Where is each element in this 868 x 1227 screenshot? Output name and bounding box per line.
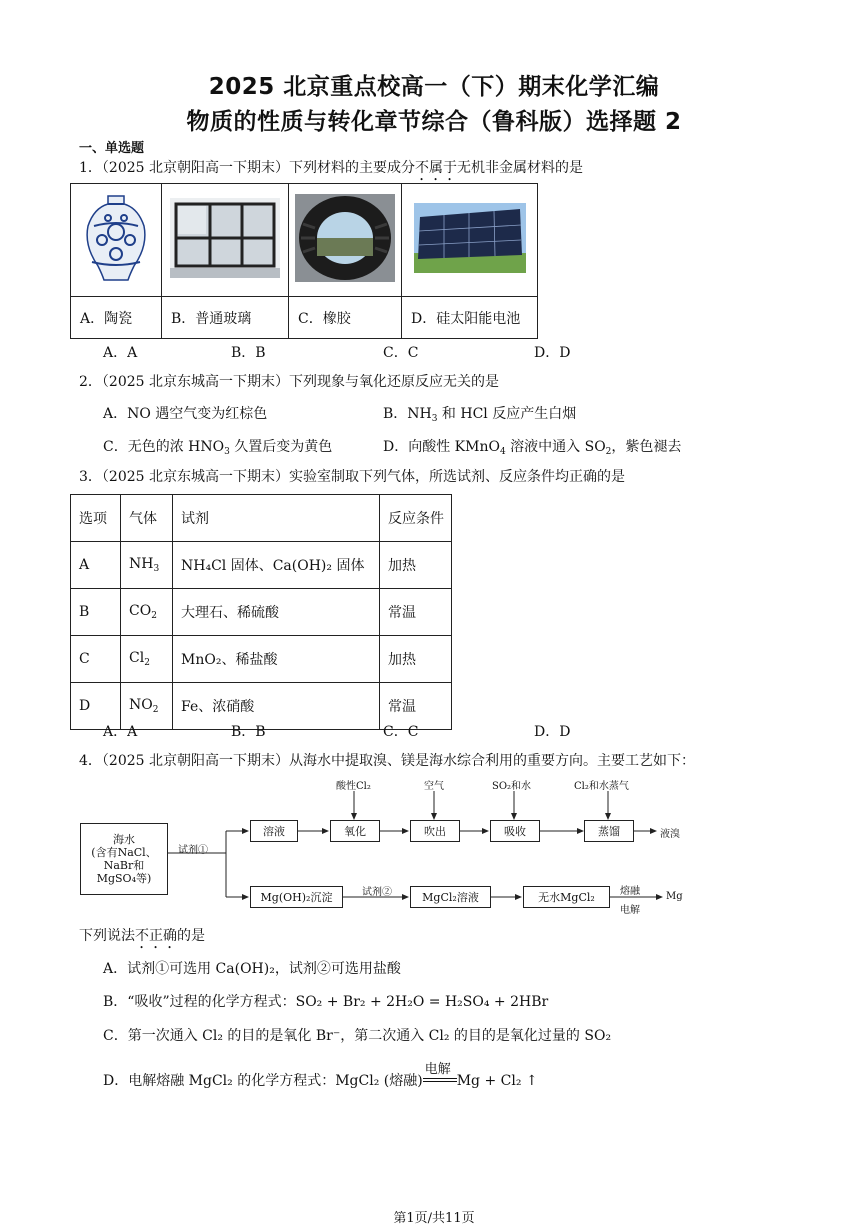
question-2-stem: 2．（2025 北京东城高一下期末）下列现象与氧化还原反应无关的是 xyxy=(79,374,499,390)
distillation-box: 蒸馏 xyxy=(584,820,634,842)
gas-sub: 3 xyxy=(153,564,160,574)
input-air: 空气 xyxy=(424,781,444,792)
table-cell xyxy=(121,589,173,636)
flow-text: 海水 xyxy=(113,833,135,846)
glass-window-image xyxy=(162,184,289,297)
mgoh2-precipitate-box: Mg(OH)₂沉淀 xyxy=(250,886,343,908)
absorption-box: 吸收 xyxy=(490,820,540,842)
q3-choice-c[interactable]: C．C xyxy=(383,724,419,740)
table-cell: 常温 xyxy=(380,683,452,730)
reagent-2-label: 试剂② xyxy=(362,887,392,898)
table-header: 试剂 xyxy=(173,495,380,542)
q1-material-table xyxy=(70,183,538,339)
gas-formula: NH xyxy=(129,556,154,572)
table-header: 气体 xyxy=(121,495,173,542)
q2-choice-b[interactable] xyxy=(383,403,576,424)
q4-choice-a[interactable]: A．试剂①可选用 Ca(OH)₂，试剂②可选用盐酸 xyxy=(103,961,401,977)
electrolysis-label: 电解 xyxy=(620,905,640,916)
table-header: 选项 xyxy=(71,495,121,542)
question-3-stem: 3．（2025 北京东城高一下期末）实验室制取下列气体，所选试剂、反应条件均正确的是 xyxy=(79,469,625,485)
table-row xyxy=(71,542,452,589)
table-header: 反应条件 xyxy=(380,495,452,542)
gas-sub: 2 xyxy=(151,611,157,621)
q2-choice-c[interactable] xyxy=(103,436,332,457)
gas-formula: Cl xyxy=(129,650,145,666)
q1-label-b: B．普通玻璃 xyxy=(162,297,289,339)
q1-emphasis: 不属于 xyxy=(415,160,457,176)
solution-box: 溶液 xyxy=(250,820,298,842)
solar-panel-image xyxy=(402,184,538,297)
gas-formula: CO xyxy=(129,603,152,619)
molten-label: 熔融 xyxy=(620,886,640,897)
q1-choice-d[interactable]: D．D xyxy=(534,345,571,361)
page-subtitle: 物质的性质与转化章节综合（鲁科版）选择题 2 xyxy=(186,109,682,135)
page-title: 2025 北京重点校高一（下）期末化学汇编 xyxy=(208,74,660,100)
table-cell: 加热 xyxy=(380,542,452,589)
q1-stem-part: 1．（2025 北京朝阳高一下期末）下列材料的主要成分 xyxy=(79,160,415,176)
q4-choice-c[interactable]: C．第一次通入 Cl₂ 的目的是氧化 Br⁻，第二次通入 Cl₂ 的目的是氧化过量的 SO₂ xyxy=(103,1028,612,1044)
flow-text: MgSO₄等) xyxy=(96,872,152,885)
table-cell: C xyxy=(71,636,121,683)
q3-choice-b[interactable]: B．B xyxy=(231,724,266,740)
table-cell xyxy=(121,636,173,683)
liquid-bromine-label: 液溴 xyxy=(660,829,680,840)
vase-image xyxy=(71,184,162,297)
input-so2-water: SO₂和水 xyxy=(492,781,532,792)
q1-label-c: C．橡胶 xyxy=(289,297,402,339)
table-cell: NH₄Cl 固体、Ca(OH)₂ 固体 xyxy=(173,542,380,589)
input-acid-cl2: 酸性Cl₂ xyxy=(336,781,371,792)
seawater-box xyxy=(80,823,168,895)
q1-stem-part: 无机非金属材料的是 xyxy=(457,160,583,176)
input-cl2-steam: Cl₂和水蒸气 xyxy=(574,781,629,792)
anhydrous-mgcl2-box: 无水MgCl₂ xyxy=(523,886,610,908)
flow-text: (含有NaCl、 xyxy=(91,846,157,859)
q1-choice-b[interactable]: B．B xyxy=(231,345,266,361)
q4-d-text2: Mg + Cl₂ ↑ xyxy=(456,1073,538,1089)
q4-choice-b[interactable]: B．“吸收”过程的化学方程式：SO₂ + Br₂ + 2H₂O = H₂SO₄ + 2HBr xyxy=(103,994,549,1010)
mg-product-label: Mg xyxy=(666,891,683,902)
q2-d-sub2: 2 xyxy=(605,447,612,457)
table-cell: 大理石、稀硫酸 xyxy=(173,589,380,636)
q4-emphasis: 不正确 xyxy=(135,928,177,944)
q3-gas-table xyxy=(70,494,452,730)
q1-choice-a[interactable]: A．A xyxy=(103,345,138,361)
table-cell: A xyxy=(71,542,121,589)
table-cell: 加热 xyxy=(380,636,452,683)
gas-sub: 2 xyxy=(144,658,150,668)
question-1-stem xyxy=(79,157,583,184)
section-heading: 一、单选题 xyxy=(79,141,145,156)
blow-out-box: 吹出 xyxy=(410,820,460,842)
gas-formula: NO xyxy=(129,697,153,713)
tire-image xyxy=(289,184,402,297)
table-row xyxy=(71,589,452,636)
table-cell: 常温 xyxy=(380,589,452,636)
q2-b-sub: 3 xyxy=(431,414,438,424)
table-cell xyxy=(121,542,173,589)
flow-text: NaBr和 xyxy=(103,859,145,872)
q2-d-sub: 4 xyxy=(499,447,506,457)
q2-c-text: C．无色的浓 HNO xyxy=(103,439,225,455)
q2-d-text3: ，紫色褪去 xyxy=(611,439,682,455)
electrolysis-equals xyxy=(423,1062,457,1088)
q4-prompt xyxy=(79,925,205,952)
q2-d-text2: 溶液中通入 SO xyxy=(505,439,606,455)
q1-label-d: D．硅太阳能电池 xyxy=(402,297,538,339)
q2-b-text2: 和 HCl 反应产生白烟 xyxy=(437,406,577,422)
q4-d-text: D．电解熔融 MgCl₂ 的化学方程式：MgCl₂ (熔融) xyxy=(103,1073,423,1089)
table-cell: MnO₂、稀盐酸 xyxy=(173,636,380,683)
gas-sub: 2 xyxy=(152,705,159,715)
q4-choice-d[interactable] xyxy=(103,1062,538,1090)
q3-choice-d[interactable]: D．D xyxy=(534,724,571,740)
q4-prompt-part: 的是 xyxy=(177,928,205,944)
table-cell: Fe、浓硝酸 xyxy=(173,683,380,730)
question-4-stem: 4．（2025 北京朝阳高一下期末）从海水中提取溴、镁是海水综合利用的重要方向。主要工艺如下： xyxy=(79,753,695,769)
q2-choice-a[interactable]: A．NO 遇空气变为红棕色 xyxy=(103,406,268,422)
oxidation-box: 氧化 xyxy=(330,820,380,842)
equation-condition: 电解 xyxy=(424,1062,451,1077)
table-cell: B xyxy=(71,589,121,636)
q4-prompt-part: 下列说法 xyxy=(79,928,135,944)
page-footer: 第1页/共11页 xyxy=(393,1211,475,1226)
q3-choice-a[interactable]: A．A xyxy=(103,724,138,740)
q2-choice-d[interactable] xyxy=(383,436,681,457)
q1-choice-c[interactable]: C．C xyxy=(383,345,419,361)
q2-d-text: D．向酸性 KMnO xyxy=(383,439,500,455)
process-flowchart xyxy=(78,775,698,915)
mgcl2-solution-box: MgCl₂溶液 xyxy=(410,886,491,908)
table-cell: D xyxy=(71,683,121,730)
table-row xyxy=(71,636,452,683)
q2-c-sub: 3 xyxy=(224,447,230,457)
q2-b-text: B．NH xyxy=(383,406,432,422)
reagent-1-label: 试剂① xyxy=(178,845,208,856)
q2-c-text2: 久置后变为黄色 xyxy=(229,439,333,455)
q1-label-a: A．陶瓷 xyxy=(71,297,162,339)
